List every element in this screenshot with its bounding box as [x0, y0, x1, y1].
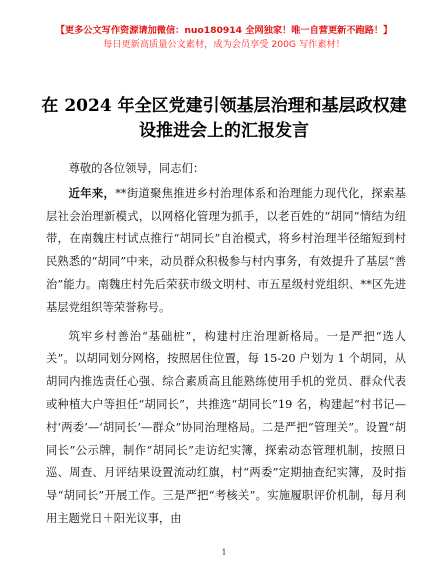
paragraph-2: 筑牢乡村善治“基础桩”，构建村庄治理新格局。一是严把“选人关”。以胡同划分网格，按照居住位置，每 15-20 户划为 1 个胡同，从胡同内推选责任心强、综合素质高且能熟练使用手机的党员、群众代表或种植大户等担任“胡同长”，共推选“胡同长”19 名，构建起“村书记—村‘两委’—‘胡同长’—群众”协同治理格局。二是严把“管理关”。设置“胡同长”公示牌，制作“胡同长”走访纪实簿，探索动态管理机制，按照日巡、周查、月评结果设置流动红旗，村“两委”定期抽查纪实簿，及时指导“胡同长”开展工作。三是严把“考核关”。实施履职评价机制，每月利用主题党日＋阳光议事，由: [46, 329, 406, 525]
paragraph-1-lead: 近年来，: [68, 186, 116, 200]
page-number: 1: [221, 548, 227, 557]
promo-banner-line-2: 每日更新高质量公文素材，成为会员享受 200G 写作素材！: [103, 39, 345, 50]
promo-banner: [0, 24, 448, 52]
paragraph-1: [46, 183, 406, 320]
paragraph-1-body: **街道聚焦推进乡村治理体系和治理能力现代化，探索基层社会治理新模式，以网格化管理为抓手，以老百姓的“胡同”情结为纽带，在南魏庄村试点推行“胡同长”自治模式，将乡村治理半径缩短到村民熟悉的“胡同”中来，动员群众积极参与村内事务，有效提升了基层“善治”能力。南魏庄村先后荣获市级文明村、市五星级村党组织、**区先进基层党组织等荣誉称号。: [46, 186, 406, 314]
promo-banner-line-1: 【更多公文写作资源请加微信：nuo180914 全网独家！唯一自营更新不跑路！】: [55, 25, 393, 36]
salutation: 尊敬的各位领导，同志们：: [68, 162, 205, 175]
document-body: [46, 158, 406, 531]
document-title: 在 2024 年全区党建引领基层治理和基层政权建设推进会上的汇报发言: [41, 96, 407, 141]
